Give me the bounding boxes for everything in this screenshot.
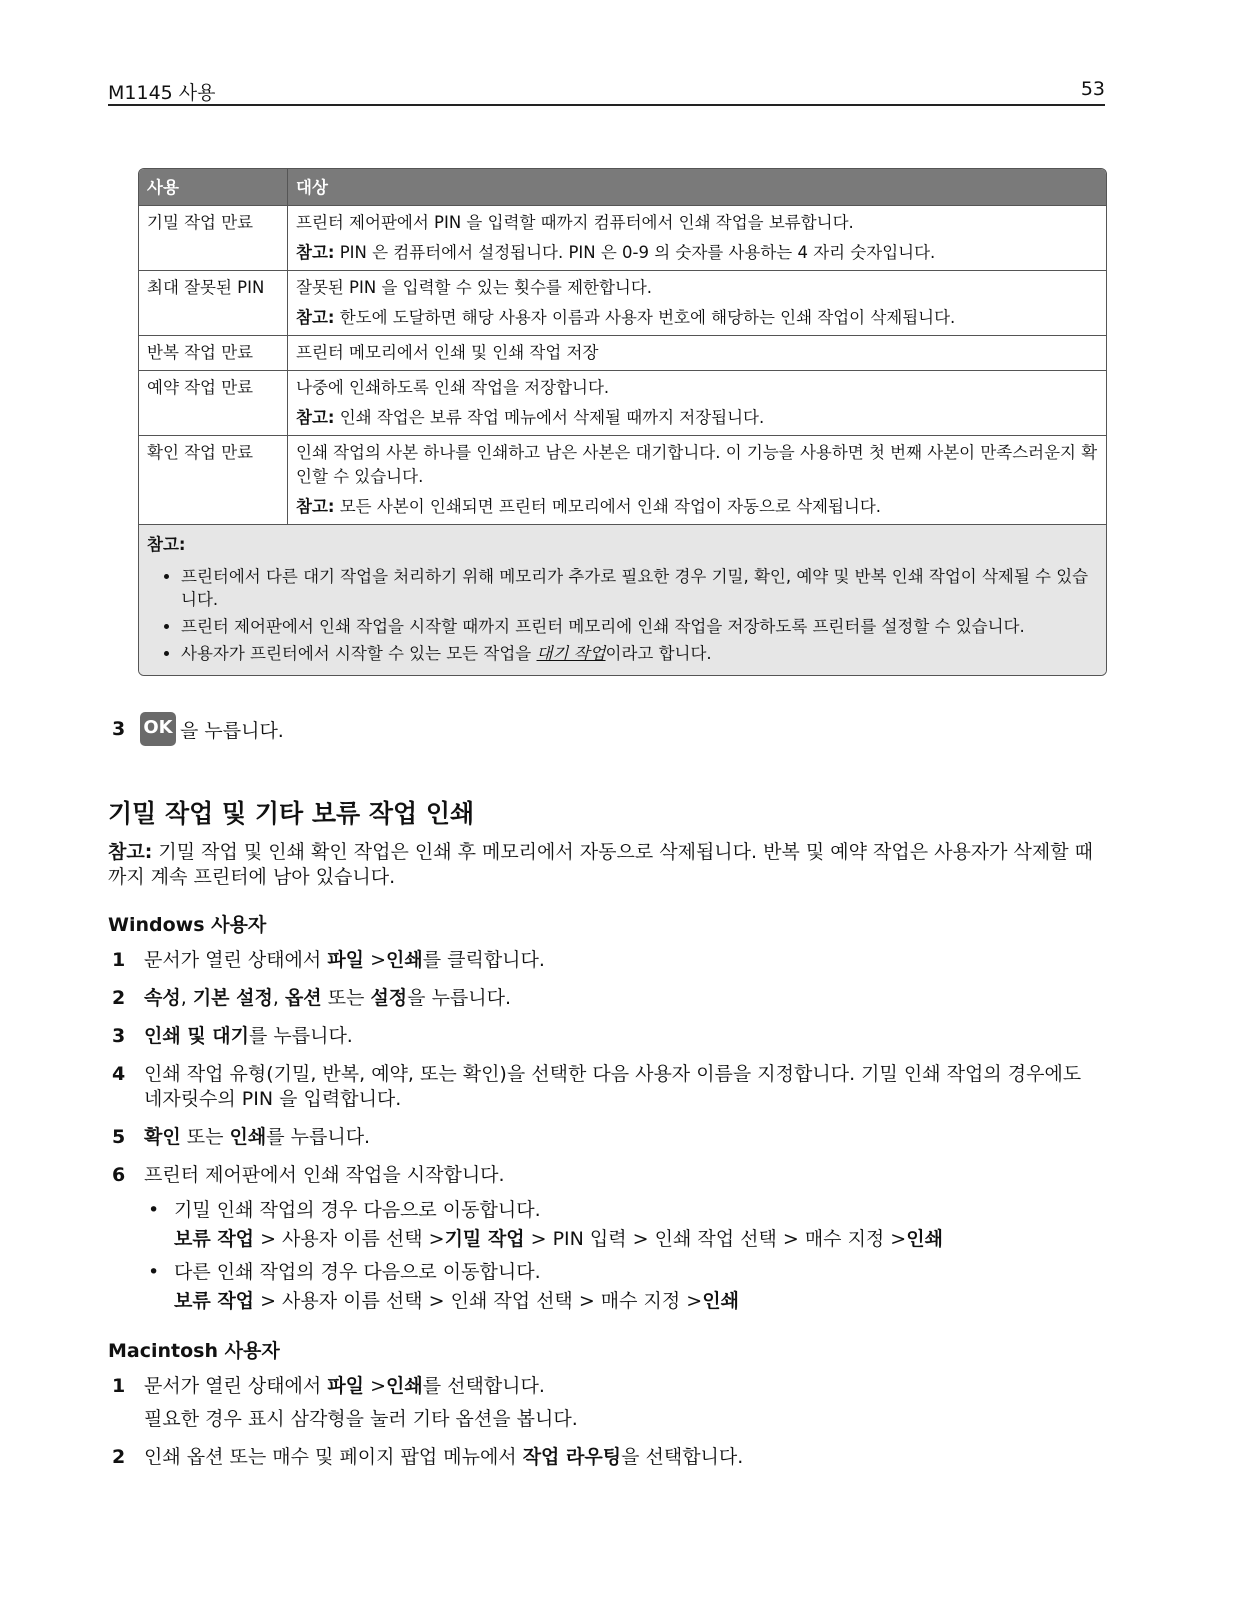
row-note xyxy=(296,495,1098,519)
table-row xyxy=(139,370,1106,435)
notes-title: 참고: xyxy=(147,535,186,554)
step-text: 속성, 기본 설정, 옵션 또는 설정을 누릅니다. xyxy=(144,987,512,1009)
macintosh-heading: Macintosh 사용자 xyxy=(108,1340,280,1362)
note-label: 참고: xyxy=(296,408,335,427)
note-label: 참고: xyxy=(296,243,335,262)
row-description xyxy=(288,436,1106,524)
step-number: 5 xyxy=(112,1126,126,1148)
list-item: • 프린터에서 다른 대기 작업을 처리하기 위해 메모리가 추가로 필요한 경우 기밀, 확인, 예약 및 반복 인쇄 작업이 삭제될 수 있습니다. xyxy=(181,565,1098,611)
menu-path: 보류 작업 > 사용자 이름 선택 > 인쇄 작업 선택 > 매수 지정 >인쇄 xyxy=(174,1290,739,1312)
row-text: 잘못된 PIN 을 입력할 수 있는 횟수를 제한합니다. xyxy=(296,278,653,297)
step-text: 확인 또는 인쇄를 누릅니다. xyxy=(144,1126,371,1148)
list-item xyxy=(108,1374,1105,1432)
note-label: 참고: xyxy=(296,308,335,327)
list-item xyxy=(108,1163,1105,1322)
header-title: M1145 사용 xyxy=(108,82,216,104)
row-label: 확인 작업 만료 xyxy=(139,436,288,524)
held-jobs-term: 대기 작업 xyxy=(536,644,606,663)
step-number: 1 xyxy=(112,1375,126,1397)
list-item xyxy=(108,948,1105,973)
step-text: 인쇄 옵션 또는 매수 및 페이지 팝업 메뉴에서 작업 라우팅을 선택합니다. xyxy=(144,1446,744,1468)
list-item xyxy=(108,1062,1105,1112)
row-text: 프린터 메모리에서 인쇄 및 인쇄 작업 저장 xyxy=(296,343,599,362)
row-label: 기밀 작업 만료 xyxy=(139,206,288,270)
row-label: 최대 잘못된 PIN xyxy=(139,271,288,335)
table-row xyxy=(139,270,1106,335)
list-item xyxy=(181,642,1098,665)
note-label: 참고: xyxy=(296,497,335,516)
step-text: 인쇄 및 대기를 누릅니다. xyxy=(144,1025,353,1047)
row-text: 인쇄 작업의 사본 하나를 인쇄하고 남은 사본은 대기합니다. 이 기능을 사용하면 첫 번째 사본이 만족스러운지 확인할 수 있습니다. xyxy=(296,443,1098,486)
ok-button-icon: OK xyxy=(140,712,176,746)
note-text: 이라고 합니다. xyxy=(605,644,712,663)
row-text: 프린터 제어판에서 PIN 을 입력할 때까지 컴퓨터에서 인쇄 작업을 보류합니다. xyxy=(296,213,854,232)
macintosh-steps xyxy=(108,1374,1105,1483)
note-text: 인쇄 작업은 보류 작업 메뉴에서 삭제될 때까지 저장됩니다. xyxy=(334,408,765,427)
table-header xyxy=(139,169,1106,205)
row-note xyxy=(296,406,1098,430)
row-description xyxy=(288,336,1106,370)
table-row xyxy=(139,435,1106,524)
section-note xyxy=(108,840,1105,890)
page-number: 53 xyxy=(1080,78,1105,100)
sub-list xyxy=(144,1198,1105,1314)
settings-table xyxy=(138,168,1107,676)
section-title: 기밀 작업 및 기타 보류 작업 인쇄 xyxy=(108,799,475,828)
list-item xyxy=(108,1024,1105,1049)
step-text xyxy=(144,1163,1105,1322)
row-text: 나중에 인쇄하도록 인쇄 작업을 저장합니다. xyxy=(296,378,610,397)
page-header xyxy=(108,78,1105,106)
list-item xyxy=(108,1125,1105,1150)
step-text: 을 누릅니다. xyxy=(180,719,284,742)
step-number: 3 xyxy=(112,718,126,740)
row-note xyxy=(296,306,1098,330)
notes-list xyxy=(147,565,1098,665)
row-label: 반복 작업 만료 xyxy=(139,336,288,370)
table-notes xyxy=(139,524,1106,675)
step-number: 3 xyxy=(112,1025,126,1047)
note-text: 사용자가 프린터에서 시작할 수 있는 모든 작업을 xyxy=(181,644,537,663)
table-row xyxy=(139,335,1106,370)
menu-path: 보류 작업 > 사용자 이름 선택 >기밀 작업 > PIN 입력 > 인쇄 작업 선택 > 매수 지정 >인쇄 xyxy=(174,1228,943,1250)
table-row xyxy=(139,205,1106,270)
windows-heading: Windows 사용자 xyxy=(108,914,267,936)
list-item: • 기밀 인쇄 작업의 경우 다음으로 이동합니다. 보류 작업 > 사용자 이름 선택 >기밀 작업 > PIN 입력 > 인쇄 작업 선택 > 매수 지정 >인쇄 xyxy=(174,1198,1105,1252)
list-item: • 프린터 제어판에서 인쇄 작업을 시작할 때까지 프린터 메모리에 인쇄 작업을 저장하도록 프린터를 설정할 수 있습니다. xyxy=(181,615,1098,638)
row-description xyxy=(288,271,1106,335)
column-header-target: 대상 xyxy=(296,178,328,197)
row-label: 예약 작업 만료 xyxy=(139,371,288,435)
step-number: 1 xyxy=(112,949,126,971)
note-text: 기밀 작업 및 인쇄 확인 작업은 인쇄 후 메모리에서 자동으로 삭제됩니다. 반복 및 예약 작업은 사용자가 삭제할 때까지 계속 프린터에 남아 있습니다. xyxy=(108,841,1093,888)
step-number: 6 xyxy=(112,1164,126,1186)
list-item: • 다른 인쇄 작업의 경우 다음으로 이동합니다. 보류 작업 > 사용자 이름 선택 > 인쇄 작업 선택 > 매수 지정 >인쇄 xyxy=(174,1260,1105,1314)
step-number: 2 xyxy=(112,987,126,1009)
step-number: 2 xyxy=(112,1446,126,1468)
row-description xyxy=(288,371,1106,435)
note-text: 모든 사본이 인쇄되면 프린터 메모리에서 인쇄 작업이 자동으로 삭제됩니다. xyxy=(334,497,882,516)
row-description xyxy=(288,206,1106,270)
note-text: PIN 은 컴퓨터에서 설정됩니다. PIN 은 0-9 의 숫자를 사용하는 4 자리 숫자입니다. xyxy=(334,243,936,262)
column-header-use: 사용 xyxy=(139,169,288,205)
row-note xyxy=(296,241,1098,265)
step-number: 4 xyxy=(112,1063,126,1085)
windows-steps xyxy=(108,948,1105,1335)
list-item xyxy=(108,986,1105,1011)
list-item xyxy=(108,1445,1105,1470)
step-text: 인쇄 작업 유형(기밀, 반복, 예약, 또는 확인)을 선택한 다음 사용자 이름을 지정합니다. 기밀 인쇄 작업의 경우에도 네자릿수의 PIN 을 입력합니다. xyxy=(144,1063,1082,1110)
step-press-ok xyxy=(112,712,284,746)
step-text: 문서가 열린 상태에서 파일 >인쇄를 클릭합니다. xyxy=(144,949,545,971)
step-text: 문서가 열린 상태에서 파일 >인쇄를 선택합니다. 필요한 경우 표시 삼각형을 눌러 기타 옵션을 봅니다. xyxy=(144,1375,578,1430)
note-text: 한도에 도달하면 해당 사용자 이름과 사용자 번호에 해당하는 인쇄 작업이 삭제됩니다. xyxy=(334,308,956,327)
step-text-main: 프린터 제어판에서 인쇄 작업을 시작합니다. xyxy=(144,1164,505,1186)
note-label: 참고: xyxy=(108,841,153,863)
